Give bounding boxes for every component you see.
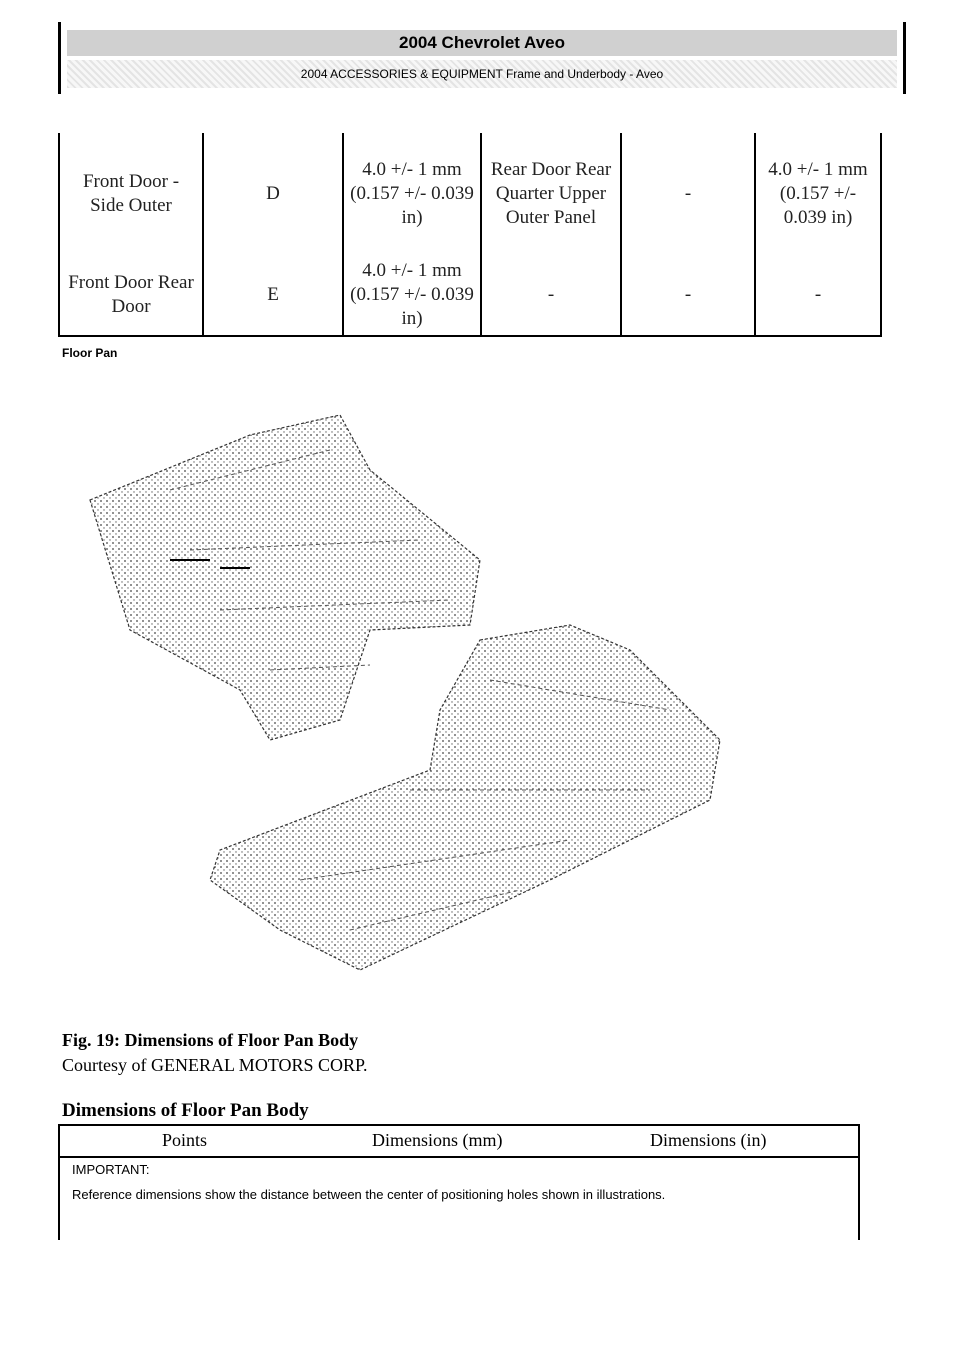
- header-subtitle: 2004 ACCESSORIES & EQUIPMENT Frame and Underbody - Aveo: [67, 60, 897, 88]
- table-cell: 4.0 +/- 1 mm (0.157 +/- 0.039 in): [343, 255, 481, 336]
- table-cell: E: [203, 255, 343, 336]
- important-note: Reference dimensions show the distance between the center of positioning holes shown in illustrations.: [72, 1187, 666, 1202]
- column-header: Dimensions (in): [650, 1130, 767, 1150]
- floor-pan-illustration: [70, 410, 770, 990]
- section-title: Dimensions of Floor Pan Body: [62, 1100, 309, 1121]
- section-label: Floor Pan: [62, 346, 118, 360]
- column-header: Dimensions (mm): [372, 1130, 503, 1150]
- table-row: [59, 255, 881, 336]
- table-header: [60, 1126, 858, 1158]
- table-cell: Front Door - Side Outer: [59, 133, 203, 255]
- table-cell: -: [621, 133, 755, 255]
- table-cell: -: [755, 255, 881, 336]
- important-label: IMPORTANT:: [72, 1162, 150, 1177]
- table-cell: D: [203, 133, 343, 255]
- header-title: 2004 Chevrolet Aveo: [67, 30, 897, 56]
- column-header: Points: [162, 1130, 208, 1150]
- table-cell: -: [481, 255, 621, 336]
- table-cell: 4.0 +/- 1 mm (0.157 +/- 0.039 in): [755, 133, 881, 255]
- dimensions-table: [58, 1124, 860, 1240]
- table-cell: 4.0 +/- 1 mm (0.157 +/- 0.039 in): [343, 133, 481, 255]
- spec-table: [58, 133, 882, 337]
- table-cell: -: [621, 255, 755, 336]
- table-row: [59, 133, 881, 255]
- document-header: [58, 22, 906, 94]
- table-cell: Front Door Rear Door: [59, 255, 203, 336]
- figure-caption: Fig. 19: Dimensions of Floor Pan Body: [62, 1030, 359, 1050]
- figure-credit: Courtesy of GENERAL MOTORS CORP.: [62, 1055, 368, 1075]
- table-cell: Rear Door Rear Quarter Upper Outer Panel: [481, 133, 621, 255]
